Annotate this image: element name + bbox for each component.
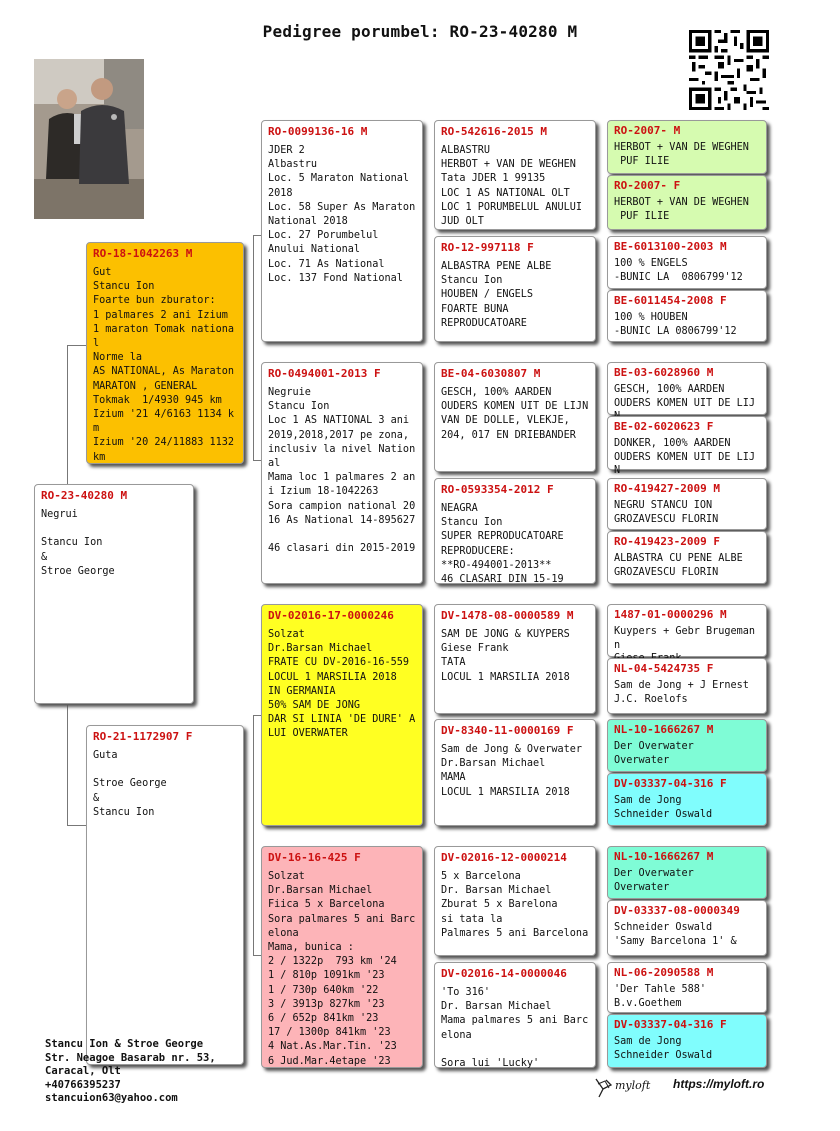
ring-number: RO-18-1042263 M xyxy=(93,247,193,260)
pigeon-notes: Schneider Oswald 'Samy Barcelona 1' & xyxy=(614,922,737,947)
pigeon-card-g13[interactable] xyxy=(607,846,767,899)
ring-number: RO-12-997118 F xyxy=(441,241,534,254)
pigeon-notes: Gut Stancu Ion Foarte bun zburator: 1 palmares 2 ani Izium 1 maraton Tomak national Norme la AS NATIONAL, As Maraton MARATON , GENERAL Tokmak 1/4930 945 km Izium '21 4/6163 1134 km Izium '20 24/11883 1132 km xyxy=(93,267,235,463)
pigeon-notes: Guta Stroe George & Stancu Ion xyxy=(93,750,167,818)
owner-street: Str. Neagoe Basarab nr. 53, xyxy=(45,1051,216,1064)
pigeon-card-g12[interactable] xyxy=(607,773,767,826)
pigeon-notes: GESCH, 100% AARDEN OUDERS KOMEN UIT DE LIJ xyxy=(614,384,756,409)
pigeon-card-g1[interactable] xyxy=(607,120,767,174)
ring-number: DV-02016-14-0000046 xyxy=(441,967,567,980)
pigeon-notes: Sam de Jong Schneider Oswald xyxy=(614,795,713,820)
ring-number: DV-03337-04-316 F xyxy=(614,777,727,790)
owner-city: Caracal, Olt xyxy=(45,1065,121,1078)
pigeon-notes: Sam de Jong Schneider Oswald xyxy=(614,1036,713,1061)
pigeon-notes: GESCH, 100% AARDEN OUDERS KOMEN UIT DE LIJN VAN DE DOLLE, VLEKJE, 204, 017 EN DRIEBANDER xyxy=(441,387,589,441)
ring-number: DV-8340-11-0000169 F xyxy=(441,724,574,737)
pigeon-card-dsd[interactable] xyxy=(434,719,596,826)
pigeon-card-dam[interactable] xyxy=(86,725,244,1065)
pigeon-notes: Negruie Stancu Ion Loc 1 AS NATIONAL 3 ani 2019,2018,2017 pe zona, inclusiv la nivel Nation al Mama loc 1 palmares 2 an i Izium 18-1042263 Sora campion national 20 16 As National 14-895627 46 clasari din 2015-2019 xyxy=(268,387,416,555)
owner-phone: +40766395237 xyxy=(45,1078,121,1091)
qr-code-icon xyxy=(689,30,769,110)
ring-number: NL-10-1666267 M xyxy=(614,723,714,736)
pigeon-card-ddd[interactable] xyxy=(434,962,596,1068)
pigeon-notes: Der Overwater Overwater xyxy=(614,741,694,766)
ring-number: NL-10-1666267 M xyxy=(614,850,714,863)
pigeon-card-sire[interactable] xyxy=(86,242,244,464)
ring-number: RO-0099136-16 M xyxy=(268,125,368,138)
pigeon-notes: HERBOT + VAN DE WEGHEN PUF ILIE xyxy=(614,142,749,167)
ring-number: RO-21-1172907 F xyxy=(93,730,193,743)
pigeon-card-g8[interactable] xyxy=(607,531,767,584)
owner-names: Stancu Ion & Stroe George xyxy=(45,1038,204,1050)
pigeon-card-dds[interactable] xyxy=(434,846,596,956)
pigeon-notes: ALBASTRA PENE ALBE Stancu Ion HOUBEN / ENGELS FOARTE BUNA REPRODUCATOARE xyxy=(441,261,552,329)
pigeon-card-g11[interactable] xyxy=(607,719,767,772)
website-link[interactable]: https://myloft.ro xyxy=(673,1077,765,1091)
pigeon-card-main[interactable] xyxy=(34,484,194,704)
pigeon-notes: ALBASTRA CU PENE ALBE GROZAVESCU FLORIN xyxy=(614,553,743,578)
pigeon-card-sd[interactable] xyxy=(261,362,423,584)
pigeon-notes: 'Der Tahle 588' B.v.Goethem xyxy=(614,984,707,1009)
pigeon-notes: 'To 316' Dr. Barsan Michael Mama palmares 5 ani Barc elona Sora lui 'Lucky' xyxy=(441,987,589,1070)
ring-number: DV-03337-04-316 F xyxy=(614,1018,727,1031)
pigeon-notes: 5 x Barcelona Dr. Barsan Michael Zburat 5 x Barelona si tata la Palmares 5 ani Barcelona xyxy=(441,871,589,939)
pigeon-notes: Sam de Jong & Overwater Dr.Barsan Michael MAMA LOCUL 1 MARSILIA 2018 xyxy=(441,744,583,798)
pigeon-card-ssd[interactable] xyxy=(434,236,596,342)
pigeon-notes: Solzat Dr.Barsan Michael Fiica 5 x Barcelona Sora palmares 5 ani Barc elona Mama, bunica : 2 / 1322p 793 km '24 1 / 810p 1091km '23 1 / 730p 640km '22 3 / 3913p 827km '23 6 / 652p 841km '23 17 / 1300p 841km '23 4 Nat.As.Mar.Tin. '23 6 Jud.Mar.4etape '23 xyxy=(268,871,416,1067)
ring-number: RO-23-40280 M xyxy=(41,489,128,502)
pigeon-notes: HERBOT + VAN DE WEGHEN PUF ILIE xyxy=(614,197,749,222)
pigeon-card-g6[interactable] xyxy=(607,416,767,477)
pigeon-card-sdd[interactable] xyxy=(434,478,596,584)
pigeon-card-g3[interactable] xyxy=(607,236,767,289)
pigeon-notes: Solzat Dr.Barsan Michael FRATE CU DV-2016-16-559 LOCUL 1 MARSILIA 2018 IN GERMANIA 50% SAM DE JONG DAR SI LINIA 'DE DURE' A LUI OVERWATER xyxy=(268,629,416,740)
pigeon-card-g7[interactable] xyxy=(607,478,767,530)
pigeon-card-g15[interactable] xyxy=(607,962,767,1013)
pigeon-card-dd[interactable] xyxy=(261,846,423,1068)
pigeon-notes: 100 % HOUBEN -BUNIC LA 0806799'12 xyxy=(614,312,737,337)
pigeon-notes: NEGRU STANCU ION GROZAVESCU FLORIN xyxy=(614,500,719,525)
pigeon-card-sds[interactable] xyxy=(434,362,596,472)
ring-number: RO-2007- M xyxy=(614,124,681,137)
pigeon-notes: SAM DE JONG & KUYPERS Giese Frank TATA LOCUL 1 MARSILIA 2018 xyxy=(441,629,570,683)
page-title: Pedigree porumbel: RO-23-40280 M xyxy=(262,22,578,41)
ring-number: BE-04-6030807 M xyxy=(441,367,541,380)
ring-number: RO-0593354-2012 F xyxy=(441,483,554,496)
owner-photo xyxy=(34,59,144,219)
ring-number: 1487-01-0000296 M xyxy=(614,608,727,621)
ring-number: DV-16-16-425 F xyxy=(268,851,361,864)
pigeon-card-g14[interactable] xyxy=(607,900,767,956)
pigeon-notes: Kuypers + Gebr Brugemann xyxy=(614,626,756,651)
ring-number: BE-6011454-2008 F xyxy=(614,294,727,307)
pigeon-notes: Negrui Stancu Ion & Stroe George xyxy=(41,509,115,577)
ring-number: NL-06-2090588 M xyxy=(614,966,714,979)
ring-number: DV-1478-08-0000589 M xyxy=(441,609,574,622)
ring-number: NL-04-5424735 F xyxy=(614,662,714,675)
pigeon-card-g4[interactable] xyxy=(607,290,767,342)
ring-number: RO-419427-2009 M xyxy=(614,482,720,495)
pigeon-notes: Sam de Jong + J Ernest J.C. Roelofs xyxy=(614,680,749,705)
ring-number: RO-0494001-2013 F xyxy=(268,367,381,380)
ring-number: DV-03337-08-0000349 xyxy=(614,904,740,917)
ring-number: DV-02016-17-0000246 xyxy=(268,609,394,622)
pigeon-notes: DONKER, 100% AARDEN OUDERS KOMEN UIT DE LIJN xyxy=(614,438,756,477)
pigeon-card-g5[interactable] xyxy=(607,362,767,415)
ring-number: BE-03-6028960 M xyxy=(614,366,714,379)
ring-number: BE-6013100-2003 M xyxy=(614,240,727,253)
pigeon-card-ss[interactable] xyxy=(261,120,423,342)
pigeon-card-dss[interactable] xyxy=(434,604,596,714)
ring-number: RO-419423-2009 F xyxy=(614,535,720,548)
myloft-logo: myloft xyxy=(615,1079,651,1092)
owner-contact xyxy=(45,1038,216,1106)
pigeon-notes: JDER 2 Albastru Loc. 5 Maraton National 2018 Loc. 58 Super As Maraton National 2018 Loc. 27 Porumbelul Anului National Loc. 71 As National Loc. 137 Fond National xyxy=(268,145,416,284)
pigeon-card-sss[interactable] xyxy=(434,120,596,230)
ring-number: BE-02-6020623 F xyxy=(614,420,714,433)
pigeon-notes: 100 % ENGELS -BUNIC LA 0806799'12 xyxy=(614,258,743,283)
ring-number: RO-542616-2015 M xyxy=(441,125,547,138)
pigeon-card-g2[interactable] xyxy=(607,175,767,230)
pigeon-notes: NEAGRA Stancu Ion SUPER REPRODUCATOARE REPRODUCERE: **RO-494001-2013** 46 CLASARI DIN 15-19 xyxy=(441,503,564,586)
ring-number: RO-2007- F xyxy=(614,179,681,192)
ring-number: DV-02016-12-0000214 xyxy=(441,851,567,864)
pigeon-notes: Der Overwater Overwater xyxy=(614,868,694,893)
owner-email[interactable]: stancuion63@yahoo.com xyxy=(45,1092,178,1105)
pigeon-card-g9[interactable] xyxy=(607,604,767,657)
pigeon-notes: ALBASTRU HERBOT + VAN DE WEGHEN Tata JDER 1 99135 LOC 1 AS NATIONAL OLT LOC 1 PORUMBELUL ANULUI JUD OLT xyxy=(441,145,583,228)
pigeon-card-ds[interactable] xyxy=(261,604,423,826)
pigeon-card-g10[interactable] xyxy=(607,658,767,714)
pigeon-card-g16[interactable] xyxy=(607,1014,767,1068)
